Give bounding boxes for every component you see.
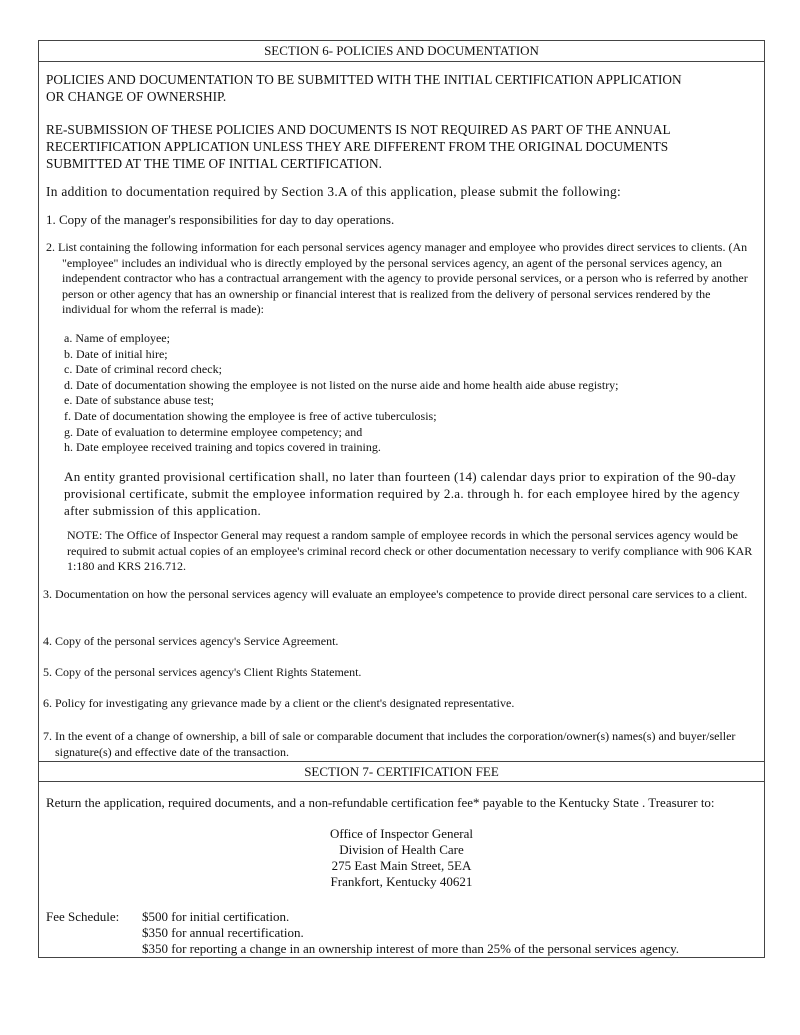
note-text: NOTE: The Office of Inspector General may request a random sample of employee records in which the personal services agency would be required to submit actual copies of an employee's criminal record check or other documentation necessary to verify compliance with 906 KAR 1:180 and KRS 216.712. [67,528,753,573]
section6-intro2: RE-SUBMISSION OF THESE POLICIES AND DOCUMENTS IS NOT REQUIRED AS PART OF THE ANNUAL RECERTIFICATION APPLICATION UNLESS THEY ARE DIFFERENT FROM THE ORIGINAL DOCUMENTS SUBMITTED AT THE TIME OF INITIAL CERTIFICATION. [46,122,671,171]
subitem-a: a. Name of employee; [64,331,170,345]
fee-recertification: $350 for annual recertification. [142,925,304,940]
fee-initial: $500 for initial certification. [142,909,290,924]
divider [38,761,765,762]
item-7: 7. In the event of a change of ownership, a bill of sale or comparable document that includes the corporation/owner(s) names(s) and buyer/seller signature(s) and effective date of the transaction. [43,729,736,759]
item-2 [46,240,756,318]
address-line-1: Office of Inspector General [329,826,474,841]
fee-list [142,909,679,957]
section7-title: SECTION 7- CERTIFICATION FEE [304,764,499,779]
item-1: 1. Copy of the manager's responsibilities for day to day operations. [46,212,395,227]
divider [38,61,765,62]
fee-schedule-label: Fee Schedule: [46,909,120,924]
item-5: 5. Copy of the personal services agency's Client Rights Statement. [43,665,362,679]
subitem-e: e. Date of substance abuse test; [64,393,214,408]
address-line-4: Frankfort, Kentucky 40621 [330,874,473,889]
fee-ownership-change: $350 for reporting a change in an ownership interest of more than 25% of the personal services agency. [142,941,680,956]
section6-title: SECTION 6- POLICIES AND DOCUMENTATION [264,43,539,58]
item-2-text: 2. List containing the following information for each personal services agency manager and employee who provides direct services to clients. (An "employee" includes an individual who is directly employed by the personal services agency, an agent of the personal services agency, an independent contractor who has a contractual arrangement with the agency to provide personal services, or a person who is referred by another person or other agency that has an ownership or financial interest that is realized from the delivery of personal services rendered by the individual for whom the referral is made): [46,240,748,316]
item-4: 4. Copy of the personal services agency's Service Agreement. [43,634,339,648]
address-line-2: Division of Health Care [339,842,464,857]
subitem-c: c. Date of criminal record check; [64,362,222,377]
item-6: 6. Policy for investigating any grievance made by a client or the client's designated representative. [43,696,515,710]
return-instructions: Return the application, required documents, and a non-refundable certification fee* payable to the Kentucky State . Treasurer to: [46,795,715,810]
subitem-b: b. Date of initial hire; [64,346,168,361]
mailing-address [38,826,765,890]
provisional-text: An entity granted provisional certification shall, no later than fourteen (14) calendar days prior to expiration of the 90-day provisional certificate, submit the employee information required by 2.a. through h. for each employee hired by the agency after submission of this application. [64,469,740,518]
address-line-3: 275 East Main Street, 5EA [331,858,472,873]
item-2-subitems [64,331,619,456]
subitem-d: d. Date of documentation showing the employee is not listed on the nurse aide and home health aide abuse registry; [64,377,619,392]
subitem-g: g. Date of evaluation to determine employee competency; and [64,424,363,439]
subitem-f: f. Date of documentation showing the employee is free of active tuberculosis; [64,408,437,423]
subitem-h: h. Date employee received training and topics covered in training. [64,440,381,455]
item-3: 3. Documentation on how the personal services agency will evaluate an employee's competence to provide direct personal care services to a client. [43,587,748,601]
section6-lead: In addition to documentation required by Section 3.A of this application, please submit the following: [46,184,622,199]
section6-intro1: POLICIES AND DOCUMENTATION TO BE SUBMITTED WITH THE INITIAL CERTIFICATION APPLICATION OR CHANGE OF OWNERSHIP. [46,72,682,104]
divider [38,781,765,782]
